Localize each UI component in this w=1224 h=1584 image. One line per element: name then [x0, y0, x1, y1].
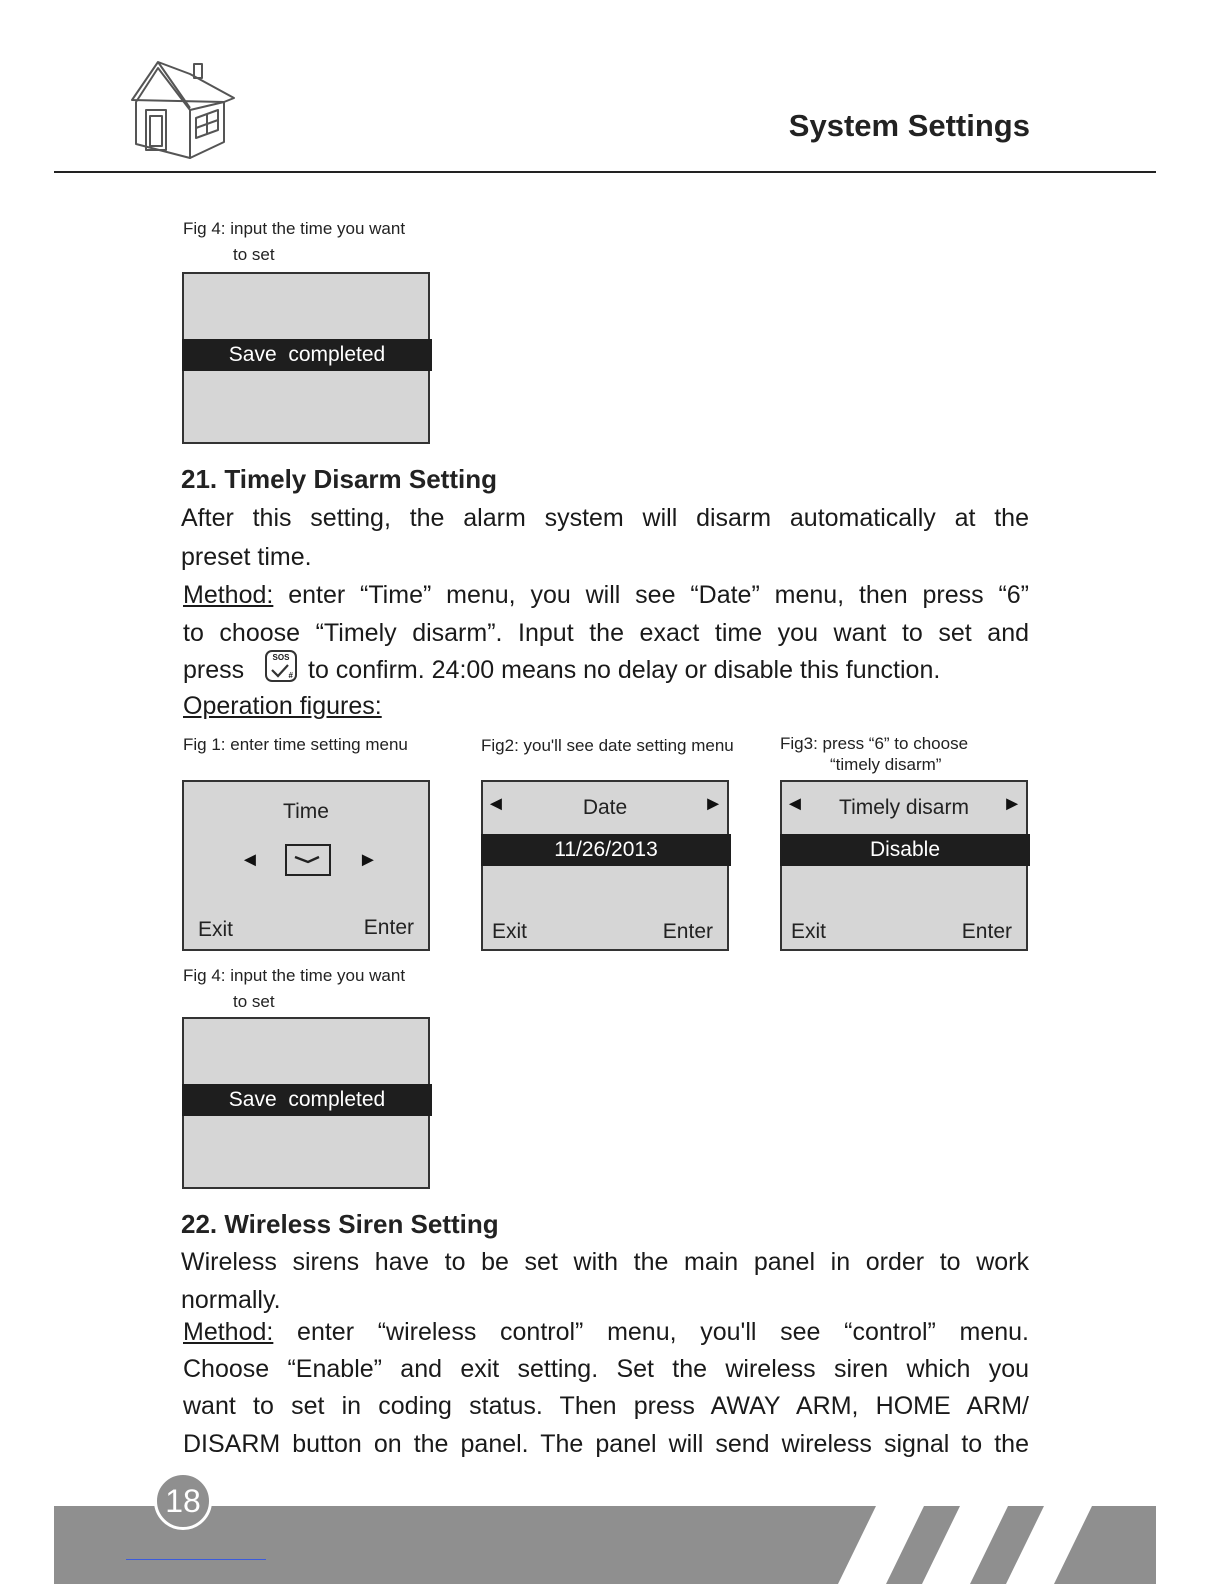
fig2-date-bar: 11/26/2013 — [481, 834, 731, 866]
fig1-right-arrow-icon: ► — [358, 849, 378, 871]
fig1-title: Time — [283, 800, 329, 823]
sos-icon-label: SOS — [272, 653, 290, 662]
fig3-enter-label: Enter — [961, 920, 1012, 943]
fig4-top-lcd-screen — [182, 272, 430, 444]
section-22-method-line4: DISARM button on the panel. The panel will send wireless signal to the — [183, 1430, 1029, 1458]
footer-link-underline — [126, 1559, 266, 1560]
section-21-intro-line1: After this setting, the alarm system will disarm automatically at the — [181, 504, 1029, 532]
section-21-title: 21. Timely Disarm Setting — [181, 464, 497, 494]
section-22-method-line3: want to set in coding status. Then press AWAY ARM, HOME ARM/ — [183, 1392, 1029, 1420]
page-title: System Settings — [788, 108, 1030, 143]
section-22-method-line1 — [183, 1313, 1029, 1351]
fig2-lcd-screen — [481, 780, 729, 951]
fig3-title: Timely disarm — [839, 796, 969, 819]
fig2-enter-label: Enter — [662, 920, 713, 943]
fig1-left-arrow-icon: ◄ — [240, 849, 260, 871]
fig4-bottom-lcd-screen — [182, 1017, 430, 1189]
fig3-lcd-screen — [780, 780, 1028, 951]
fig4-bottom-caption-line1: Fig 4: input the time you want — [183, 966, 406, 985]
fig4-bottom-caption-line2: to set — [233, 992, 275, 1011]
section-22-title: 22. Wireless Siren Setting — [181, 1209, 499, 1239]
save-completed-bar-bottom: Save completed — [182, 1084, 432, 1116]
method-label: Method: — [183, 581, 274, 609]
fig4-top-caption-line2: to set — [233, 245, 275, 264]
footer-bar — [54, 1506, 1156, 1584]
fig2-left-arrow-icon: ◄ — [486, 793, 506, 815]
fig1-caption: Fig 1: enter time setting menu — [183, 735, 408, 754]
header-divider — [54, 171, 1156, 173]
section-22-intro-line1: Wireless sirens have to be set with the main panel in order to work — [181, 1248, 1029, 1276]
section-21-method-line1 — [183, 576, 1029, 614]
method-text-1: enter “Time” menu, you will see “Date” menu, then press “6” — [273, 581, 1029, 609]
footer-stripes-decoration — [54, 1506, 1156, 1584]
fig3-exit-label: Exit — [791, 920, 827, 943]
fig1-exit-label: Exit — [198, 918, 234, 941]
fig1-lcd-screen — [182, 780, 430, 951]
fig4-top-caption-line1: Fig 4: input the time you want — [183, 219, 406, 238]
sos-confirm-icon — [265, 650, 297, 682]
fig2-title: Date — [582, 796, 628, 819]
section-22-intro-line2: normally. — [181, 1286, 281, 1314]
fig1-enter-label: Enter — [363, 916, 414, 939]
sos-icon-sub: # — [288, 671, 293, 680]
fig2-caption: Fig2: you'll see date setting menu — [481, 736, 734, 755]
section-21-method-line3a: press — [183, 656, 245, 684]
save-completed-bar: Save completed — [182, 339, 432, 371]
method-text-22-1: enter “wireless control” menu, you'll see “control” menu. — [273, 1318, 1029, 1346]
operation-figures-label: Operation figures: — [183, 692, 382, 720]
page-number: 18 — [154, 1472, 212, 1530]
fig2-right-arrow-icon: ► — [703, 793, 723, 815]
section-22-method-line2: Choose “Enable” and exit setting. Set the wireless siren which you — [183, 1355, 1029, 1383]
fig3-caption-line1: Fig3: press “6” to choose — [780, 734, 969, 753]
fig3-disable-bar: Disable — [780, 834, 1030, 866]
fig3-caption-line2: “timely disarm” — [830, 755, 942, 774]
section-21-method-line3b: to confirm. 24:00 means no delay or disable this function. — [308, 656, 941, 684]
house-icon — [128, 58, 238, 162]
fig3-right-arrow-icon: ► — [1002, 793, 1022, 815]
section-21-method-line2: to choose “Timely disarm”. Input the exact time you want to set and — [183, 619, 1029, 647]
fig3-left-arrow-icon: ◄ — [785, 793, 805, 815]
section-21-intro-line2: preset time. — [181, 543, 312, 571]
clock-icon — [285, 844, 331, 876]
method-label-22: Method: — [183, 1318, 274, 1346]
fig2-exit-label: Exit — [492, 920, 528, 943]
